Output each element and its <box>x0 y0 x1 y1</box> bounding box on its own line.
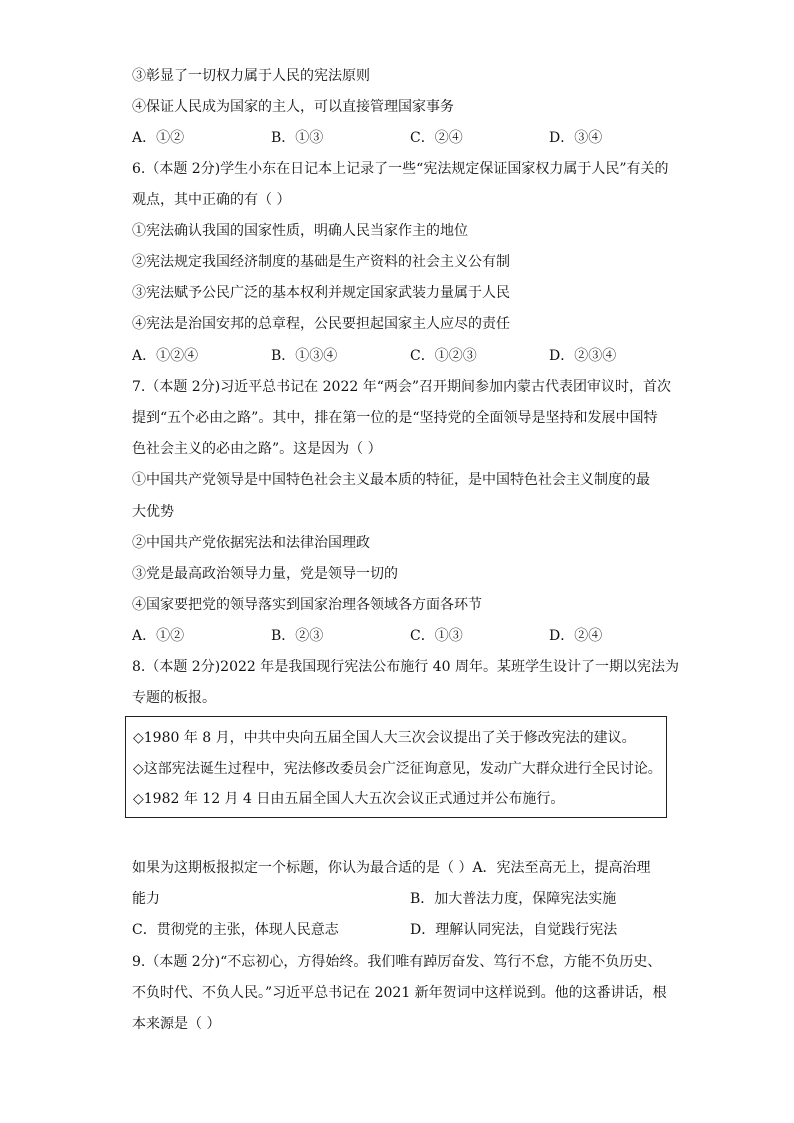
q8-stem-line-1: 8.（本题 2分)2022 年是我国现行宪法公布施行 40 周年。某班学生设计了一期以宪法为 <box>132 659 679 675</box>
q7-option-a: A．①② <box>132 628 185 644</box>
q5-option-c: C．②④ <box>410 130 463 146</box>
q5-item-4: ④保证人民成为国家的主人，可以直接管理国家事务 <box>132 99 454 115</box>
q8-question-line-1: 如果为这期板报拟定一个标题，你认为最合适的是（ ）A．宪法至高无上，提高治理 <box>132 860 651 876</box>
q8-box-line-3: ◇1982 年 12 月 4 日由五届全国人大五次会议正式通过并公布施行。 <box>133 791 565 807</box>
q7-stem-line-3: 色社会主义的必由之路”。这是因为（ ） <box>132 441 382 457</box>
q6-stem-line-2: 观点，其中正确的有（ ） <box>132 192 291 208</box>
q5-option-d: D．③④ <box>549 130 603 146</box>
q6-item-2: ②宪法规定我国经济制度的基础是生产资料的社会主义公有制 <box>132 254 510 270</box>
q8-option-c: C．贯彻党的主张，体现人民意志 <box>132 922 339 938</box>
q7-item-3: ③党是最高政治领导力量，党是领导一切的 <box>132 566 398 582</box>
q8-option-d: D．理解认同宪法，自觉践行宪法 <box>410 922 618 938</box>
q5-option-a: A．①② <box>132 130 185 146</box>
q6-item-3: ③宪法赋予公民广泛的基本权利并规定国家武装力量属于人民 <box>132 285 510 301</box>
q6-stem-line-1: 6.（本题 2分)学生小东在日记本上记录了一些“宪法规定保证国家权力属于人民”有关的 <box>132 161 669 177</box>
q7-item-4: ④国家要把党的领导落实到国家治理各领域各方面各环节 <box>132 597 482 613</box>
q6-option-d: D．②③④ <box>549 348 617 364</box>
q9-stem-line-3: 本来源是（ ） <box>132 1016 221 1032</box>
q9-stem-line-2: 不负时代、不负人民。”习近平总书记在 2021 新年贺词中这样说到。他的这番讲话，根 <box>132 985 667 1001</box>
q6-option-b: B．①③④ <box>271 348 338 364</box>
q5-item-3: ③彰显了一切权力属于人民的宪法原则 <box>132 68 370 84</box>
q7-option-c: C．①③ <box>410 628 463 644</box>
q8-stem-line-2: 专题的板报。 <box>132 690 216 706</box>
q6-option-c: C．①②③ <box>410 348 477 364</box>
q6-option-a: A．①②④ <box>132 348 199 364</box>
q8-material-box <box>125 716 667 818</box>
q7-item-2: ②中国共产党依据宪法和法律治国理政 <box>132 535 370 551</box>
q6-item-1: ①宪法确认我国的国家性质，明确人民当家作主的地位 <box>132 223 468 239</box>
q8-option-b: B．加大普法力度，保障宪法实施 <box>410 891 617 907</box>
q8-question-line-2: 能力 <box>132 891 160 907</box>
q7-stem-line-1: 7.（本题 2分)习近平总书记在 2022 年“两会”召开期间参加内蒙古代表团审议时，首次 <box>132 379 672 395</box>
q7-item-1-cont: 大优势 <box>132 504 174 520</box>
q5-option-b: B．①③ <box>271 130 324 146</box>
q7-option-d: D．②④ <box>549 628 603 644</box>
q7-stem-line-2: 提到“五个必由之路”。其中，排在第一位的是“坚持党的全面领导是坚持和发展中国特 <box>132 410 658 426</box>
q7-item-1: ①中国共产党领导是中国特色社会主义最本质的特征，是中国特色社会主义制度的最 <box>132 472 650 488</box>
q9-stem-line-1: 9.（本题 2分)“不忘初心，方得始终。我们唯有踔厉奋发、笃行不怠，方能不负历史、 <box>132 954 662 970</box>
q6-item-4: ④宪法是治国安邦的总章程，公民要担起国家主人应尽的责任 <box>132 316 510 332</box>
q7-option-b: B．②③ <box>271 628 324 644</box>
q8-box-line-2: ◇这部宪法诞生过程中，宪法修改委员会广泛征询意见，发动广大群众进行全民讨论。 <box>133 761 662 777</box>
q8-box-line-1: ◇1980 年 8 月，中共中央向五届全国人大三次会议提出了关于修改宪法的建议。 <box>133 730 636 746</box>
